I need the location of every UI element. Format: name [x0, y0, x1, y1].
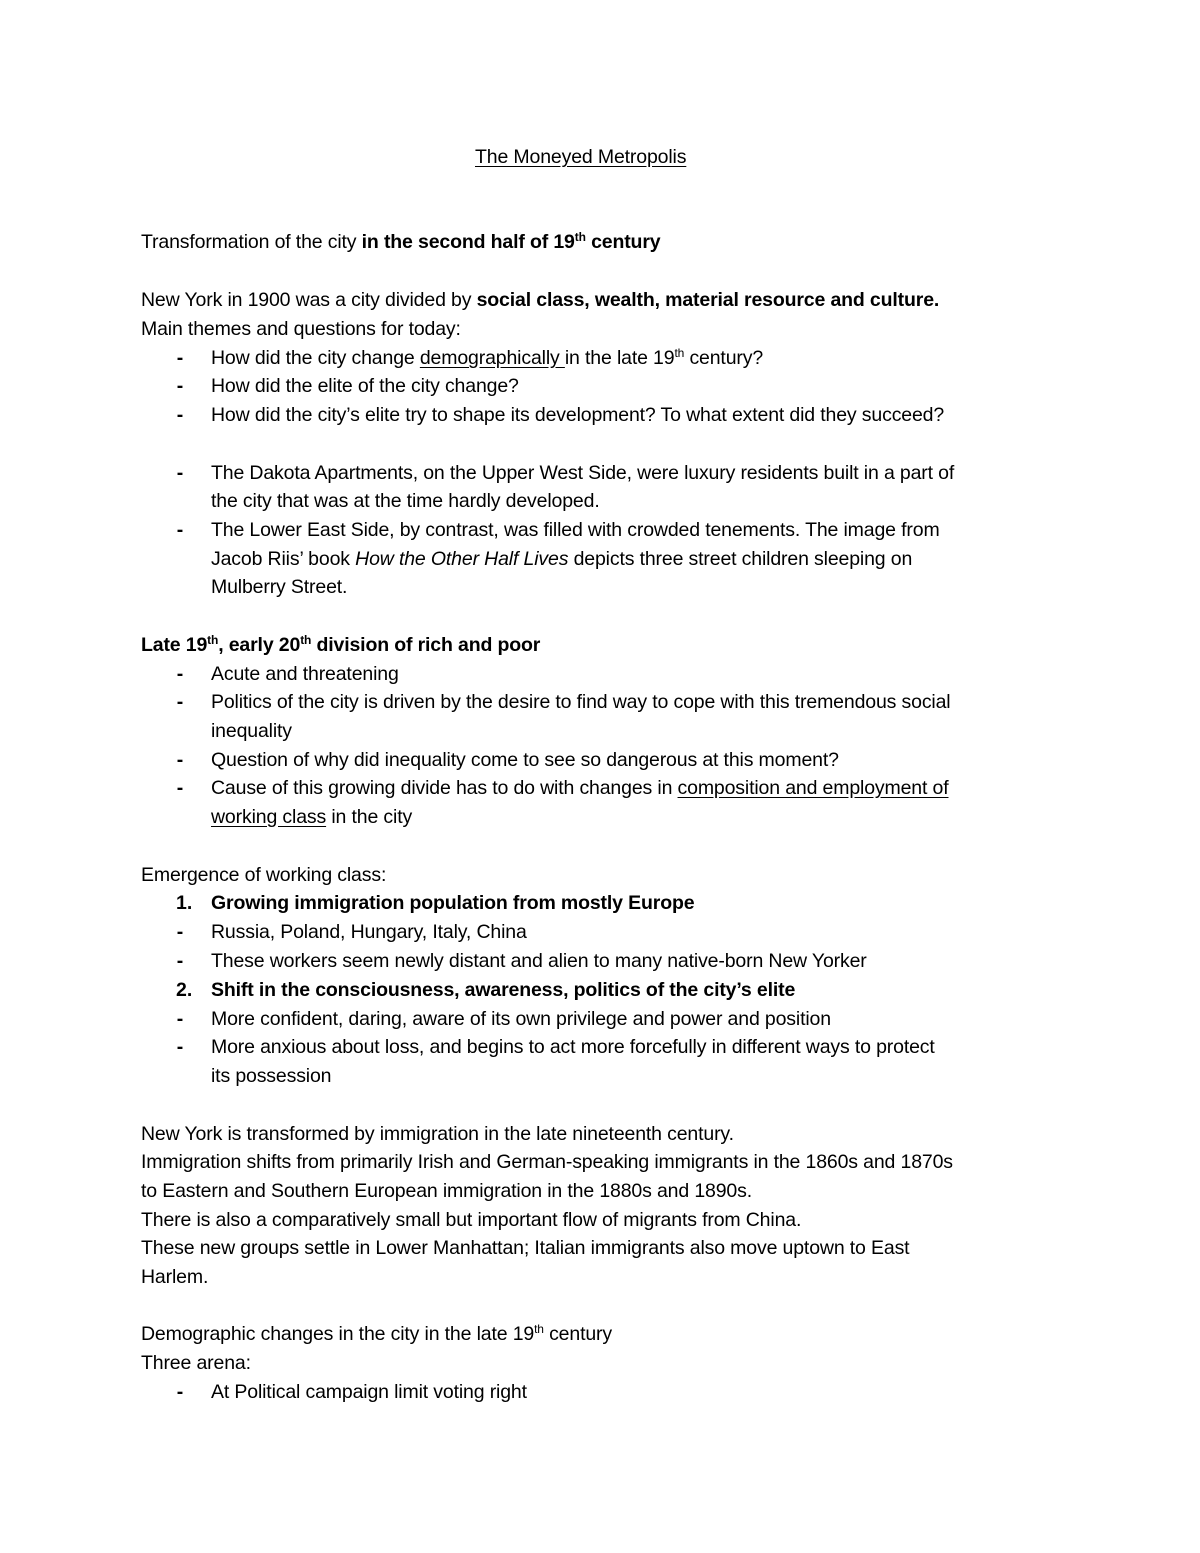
heading-bold-text: in the second half of 19 — [361, 231, 575, 253]
list-item: Russia, Poland, Hungary, Italy, China — [211, 921, 527, 943]
list-item-text: Cause of this growing divide has to do with changes in — [211, 777, 678, 799]
list-number: 2. — [176, 979, 193, 1001]
numbered-item: Shift in the consciousness, awareness, politics of the city’s elite — [211, 979, 796, 1001]
superscript: th — [674, 346, 685, 360]
bullet-dash: - — [176, 347, 184, 369]
bullet-dash: - — [176, 404, 184, 426]
list-item: More confident, daring, aware of its own privilege and power and position — [211, 1008, 831, 1030]
heading-bold-text: century — [585, 231, 661, 253]
list-item: Politics of the city is driven by the desire to find way to cope with this tremendous social — [211, 691, 951, 713]
bullet-dash: - — [176, 1008, 184, 1030]
bullet-dash: - — [176, 749, 184, 771]
list-item-text: How did the city change — [211, 347, 420, 369]
underlined-text: composition and employment of — [677, 777, 949, 799]
paragraph: Three arena: — [141, 1352, 251, 1374]
list-item — [211, 774, 949, 802]
numbered-item: Growing immigration population from mostly Europe — [211, 892, 695, 914]
heading-text: century — [543, 1323, 612, 1345]
list-item-text: in the late 19 — [564, 347, 675, 369]
list-number: 1. — [176, 892, 193, 914]
paragraph: Harlem. — [141, 1266, 209, 1288]
list-item: How did the city’s elite try to shape its development? To what extent did they succeed? — [211, 404, 945, 426]
list-item: Question of why did inequality come to see so dangerous at this moment? — [211, 749, 839, 771]
book-title: How the Other Half Lives — [355, 548, 569, 570]
list-item-text: century? — [684, 347, 764, 369]
bullet-dash: - — [176, 777, 184, 799]
heading-text: division of rich and poor — [311, 634, 541, 656]
heading-text: Late 19 — [141, 634, 208, 656]
paragraph: Immigration shifts from primarily Irish and German-speaking immigrants in the 1860s and 1870s — [141, 1151, 953, 1173]
superscript: th — [534, 1322, 544, 1336]
bullet-dash: - — [176, 1381, 184, 1403]
bullet-dash: - — [176, 950, 184, 972]
list-item-continuation — [211, 545, 912, 573]
heading-text: Transformation of the city — [141, 231, 362, 253]
bullet-dash: - — [176, 375, 184, 397]
bullet-dash: - — [176, 462, 184, 484]
list-item-continuation — [211, 803, 412, 831]
bullet-dash: - — [176, 921, 184, 943]
paragraph: New York is transformed by immigration in the late nineteenth century. — [141, 1123, 734, 1145]
bullet-dash: - — [176, 663, 184, 685]
superscript: th — [574, 230, 586, 244]
paragraph: to Eastern and Southern European immigration in the 1880s and 1890s. — [141, 1180, 752, 1202]
list-item-continuation: the city that was at the time hardly developed. — [211, 490, 600, 512]
list-item-text: depicts three street children sleeping on — [568, 548, 913, 570]
paragraph — [141, 286, 939, 314]
paragraph-text: New York in 1900 was a city divided by — [141, 289, 477, 311]
bullet-dash: - — [176, 1036, 184, 1058]
paragraph: There is also a comparatively small but important flow of migrants from China. — [141, 1209, 802, 1231]
list-item: The Dakota Apartments, on the Upper West Side, were luxury residents built in a part of — [211, 462, 955, 484]
list-item: Acute and threatening — [211, 663, 399, 685]
heading-text: , early 20 — [218, 634, 301, 656]
paragraph-bold-text: social class, wealth, material resource and culture. — [476, 289, 940, 311]
superscript: th — [207, 633, 219, 647]
underlined-text: working class — [211, 806, 327, 828]
list-item: The Lower East Side, by contrast, was filled with crowded tenements. The image from — [211, 519, 940, 541]
list-item: These workers seem newly distant and alien to many native-born New Yorker — [211, 950, 867, 972]
list-item-continuation: inequality — [211, 720, 292, 742]
section-heading-rich-poor — [141, 631, 540, 659]
bullet-dash: - — [176, 691, 184, 713]
list-item-continuation: Mulberry Street. — [211, 576, 348, 598]
page-title: The Moneyed Metropolis — [475, 146, 687, 168]
bullet-dash: - — [176, 519, 184, 541]
underlined-text: demographically — [419, 347, 565, 369]
list-item: At Political campaign limit voting right — [211, 1381, 527, 1403]
list-item-text: Jacob Riis’ book — [211, 548, 356, 570]
list-item: How did the elite of the city change? — [211, 375, 519, 397]
section-heading-working-class: Emergence of working class: — [141, 864, 387, 886]
section-heading-demographic — [141, 1320, 612, 1348]
heading-text: Demographic changes in the city in the late 19 — [141, 1323, 535, 1345]
list-item-text: in the city — [326, 806, 413, 828]
paragraph: These new groups settle in Lower Manhattan; Italian immigrants also move uptown to East — [141, 1237, 910, 1259]
section-heading-transformation — [141, 228, 660, 256]
superscript: th — [300, 633, 312, 647]
paragraph: Main themes and questions for today: — [141, 318, 461, 340]
list-item-continuation: its possession — [211, 1065, 332, 1087]
list-item: More anxious about loss, and begins to act more forcefully in different ways to protect — [211, 1036, 935, 1058]
list-item — [211, 344, 763, 372]
